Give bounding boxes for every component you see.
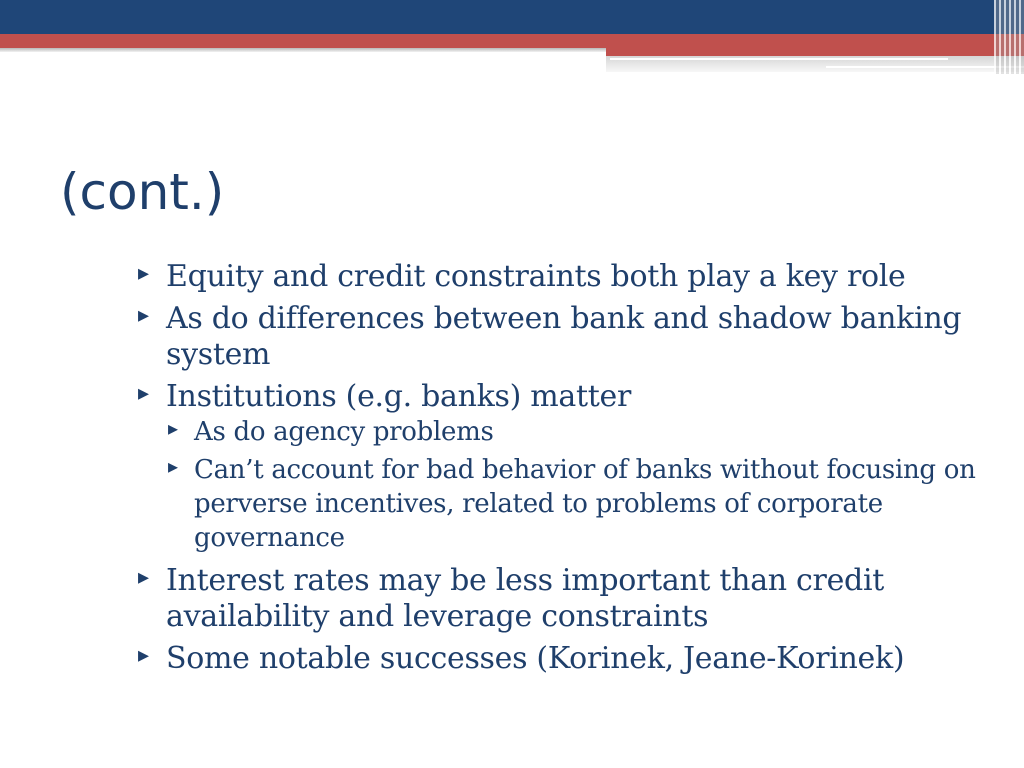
header-red-bar-right [606,48,1024,56]
bullet-arrow-icon: ▸ [138,261,149,286]
sub-bullet-item [138,453,978,555]
bullet-list [138,259,978,683]
bullet-item [138,641,978,677]
bullet-text: Equity and credit constraints both play a key role [166,259,906,294]
bullet-arrow-icon: ▸ [168,454,178,478]
header-red-bar [0,34,1024,48]
sub-bullet-item [138,415,978,449]
bullet-item [138,563,978,635]
bullet-arrow-icon: ▸ [168,416,178,440]
bullet-item [138,259,978,295]
bullet-text: Interest rates may be less important than credit availability and leverage constraints [166,563,884,634]
sub-bullet-text: Can’t account for bad behavior of banks without focusing on perverse incentives, related to problems of corporate governance [194,455,976,553]
sub-bullet-text: As do agency problems [194,417,494,447]
slide-title: (cont.) [60,163,225,221]
bullet-arrow-icon: ▸ [138,643,149,668]
bullet-item [138,301,978,373]
bullet-arrow-icon: ▸ [138,303,149,328]
bullet-item [138,379,978,415]
header-blue-bar [0,0,1024,34]
bullet-text: As do differences between bank and shadow banking system [166,301,962,372]
header-hairline [610,58,948,60]
header-stripes [994,0,1024,74]
bullet-text: Institutions (e.g. banks) matter [166,379,631,414]
bullet-arrow-icon: ▸ [138,565,149,590]
header-shadow [0,48,610,52]
bullet-arrow-icon: ▸ [138,381,149,406]
bullet-text: Some notable successes (Korinek, Jeane-Korinek) [166,641,905,676]
